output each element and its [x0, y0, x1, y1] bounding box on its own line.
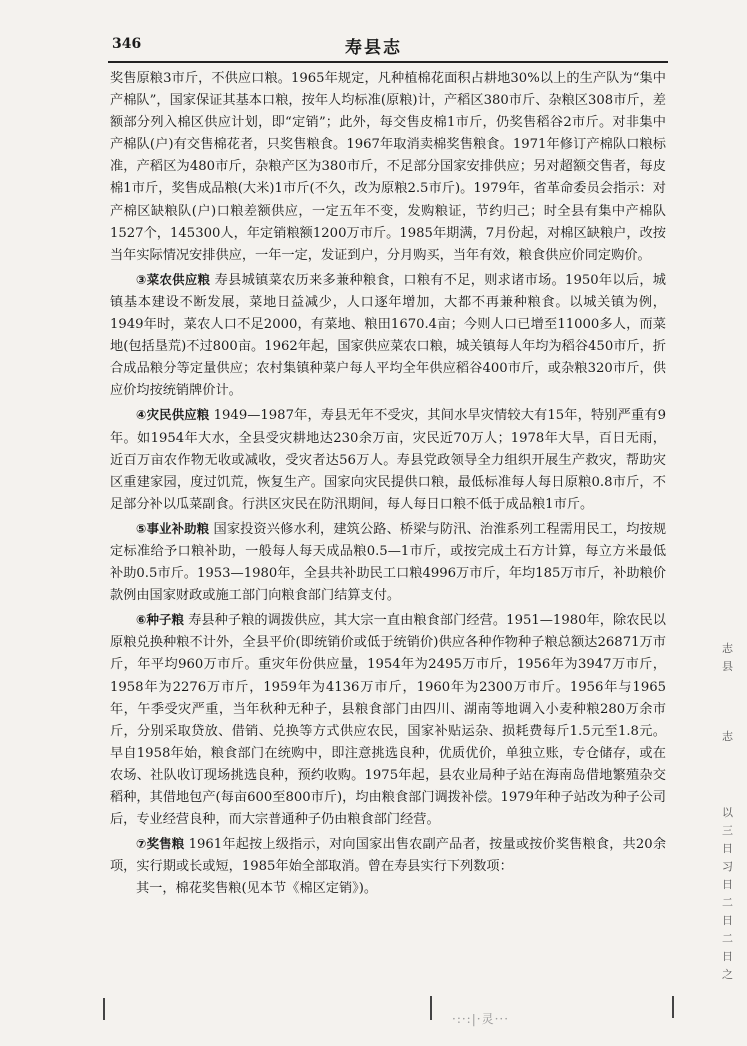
paragraph-seed-grain: [110, 609, 666, 831]
margin-bleed-text: [722, 640, 740, 984]
paragraph-text: 奖售原粮3市斤，不供应口粮。1965年规定，凡种植棉花面积占耕地30%以上的生产队为“集中产棉队”，国家保证其基本口粮，按年人均标准(原粮)计，产稻区380市斤、杂粮区308市斤，差额部分列入棉区供应计划，即“定销”；此外，每交售皮棉1市斤，仍奖售稻谷2市斤。对非集中产棉队(户)有交售棉花者，只奖售粮食。1967年取消卖棉奖售粮食。1971年修订产棉队口粮标准，产稻区为480市斤，杂粮产区为380市斤，不足部分国家安排供应；另对超额交售者，每皮棉1市斤，奖售成品粮(大米)1市斤(不久，改为原粮2.5市斤)。1979年，省革命委员会指示：对产棉区缺粮队(户)口粮差额供应，一定五年不变，发购粮证，节约归己；时全县有集中产棉队1527个，145300人，年定销粮额1200万市斤。1985年期满，7月份起，对棉区缺粮户，改按当年实际情况安排供应，一年一定，发证到户，分月购买，当年有效，粮食供应价同定购价。: [110, 71, 666, 263]
paragraph-lead: ⑦奖售粮: [136, 836, 185, 852]
paragraph-reward-grain: [110, 833, 666, 878]
header-rule: [108, 61, 668, 63]
paragraph-text: 寿县种子粮的调拨供应，其大宗一直由粮食部门经营。1951—1980年，除农民以原粮兑换种粮不计外，全县平价(即统销价或低于统销价)供应各种作物种子粮总额达26871万市斤，年平均960万市斤。重灾年份供应量，1954年为2495万市斤，1956年为3947万市斤，1958年为2276万市斤，1959年为4136万市斤，1960年为2300万市斤。1956年与1965年，午季受灾严重，当年秋种无种子，县粮食部门由四川、湖南等地调入小麦种粮280万余市斤，分别采取贷放、借销、兑换等方式供应农民，国家补贴运杂、损耗费每斤1.5元至1.8元。早自1958年始，粮食部门在统购中，即注意挑选良种，优质优价，单独立账，专仓储存，或在农场、社队收订现场挑选良种，预约收购。1975年起，县农业局种子站在海南岛借地繁殖杂交稻种，其借地包产(每亩600至800市斤)，均由粮食部门调拨补偿。1979年种子站改为种子公司后，专业经营良种，而大宗普通种子仍由粮食部门经营。: [110, 613, 666, 828]
paragraph-text: 其一，棉花奖售粮(见本节《棉区定销》)。: [136, 881, 378, 897]
paragraph-project-subsidy: [110, 518, 666, 607]
paragraph-lead: ⑥种子粮: [136, 612, 184, 628]
paragraph-text: 国家投资兴修水利，建筑公路、桥梁与防汛、治淮系列工程需用民工，均按规定标准给予口粮补助，一般每人每天成品粮0.5—1市斤，或按完成土石方计算，每立方米最低补助0.5市斤。1953—1980年，全县共补助民工口粮4996万市斤，年均185万市斤，补助粮价款例由国家财政或施工部门向粮食部门结算支付。: [110, 521, 667, 604]
paragraph-disaster-relief: [110, 404, 666, 515]
page-number: 346: [112, 36, 142, 52]
running-title: 寿县志: [345, 38, 402, 58]
paragraph-vegetable-farmers: [110, 269, 666, 403]
paragraph-lead: ⑤事业补助粮: [136, 520, 210, 536]
paragraph-text: 1949—1987年，寿县无年不受灾，其间水旱灾情较大有15年，特别严重有9年。如1954年大水，全县受灾耕地达230余万亩，灾民近70万人；1978年大旱，百日无雨，近百万亩农作物无收或减收，受灾者达56万人。寿县党政领导全力组织开展生产救灾，帮助灾区重建家园，度过饥荒，恢复生产。国家向灾民提供口粮，最低标准每人每日原粮0.8市斤，不足部分补以瓜菜副食。行洪区灾民在防汛期间，每人每日口粮不低于成品粮1市斤。: [110, 408, 666, 512]
scan-edge-mark-right: [672, 996, 674, 1018]
paragraph-lead: ③菜农供应粮: [136, 271, 211, 287]
scan-edge-mark-left: [103, 998, 105, 1020]
paragraph-text: 寿县城镇菜农历来多兼种粮食，口粮有不足，则求诸市场。1950年以后，城镇基本建设不断发展，菜地日益减少，人口逐年增加，大都不再兼种粮食。以城关镇为例，1949年时，菜农人口不足2000，有菜地、粮田1670.4亩；今则人口已增至11000多人，而菜地(包括垦荒)不过800亩。1962年起，国家供应菜农口粮，城关镇每人年均为稻谷450市斤，折合成品粮分等定量供应；农村集镇种菜户每人平均全年供应稻谷400市斤，或杂粮320市斤，供应价均按统销牌价计。: [110, 272, 666, 399]
paragraph-item-one: [110, 878, 666, 900]
body-text: [110, 68, 666, 900]
scan-edge-mark-center: [430, 996, 432, 1020]
paragraph-lead: ④灾民供应粮: [136, 407, 210, 423]
paragraph-text: 1961年起按上级指示，对向国家出售农副产品者，按量或按价奖售粮食，共20余项，实行期或长或短，1985年始全部取消。曾在寿县实行下列数项：: [110, 837, 667, 875]
margin-bleed-mid: 志: [722, 730, 733, 743]
paragraph-cotton-continued: [110, 68, 666, 267]
margin-bleed-bottom: 以三日习日二日二日之: [722, 806, 733, 981]
margin-bleed-top: 志县: [722, 642, 733, 673]
scan-stamp: ·:·:|·灵···: [452, 1012, 510, 1026]
